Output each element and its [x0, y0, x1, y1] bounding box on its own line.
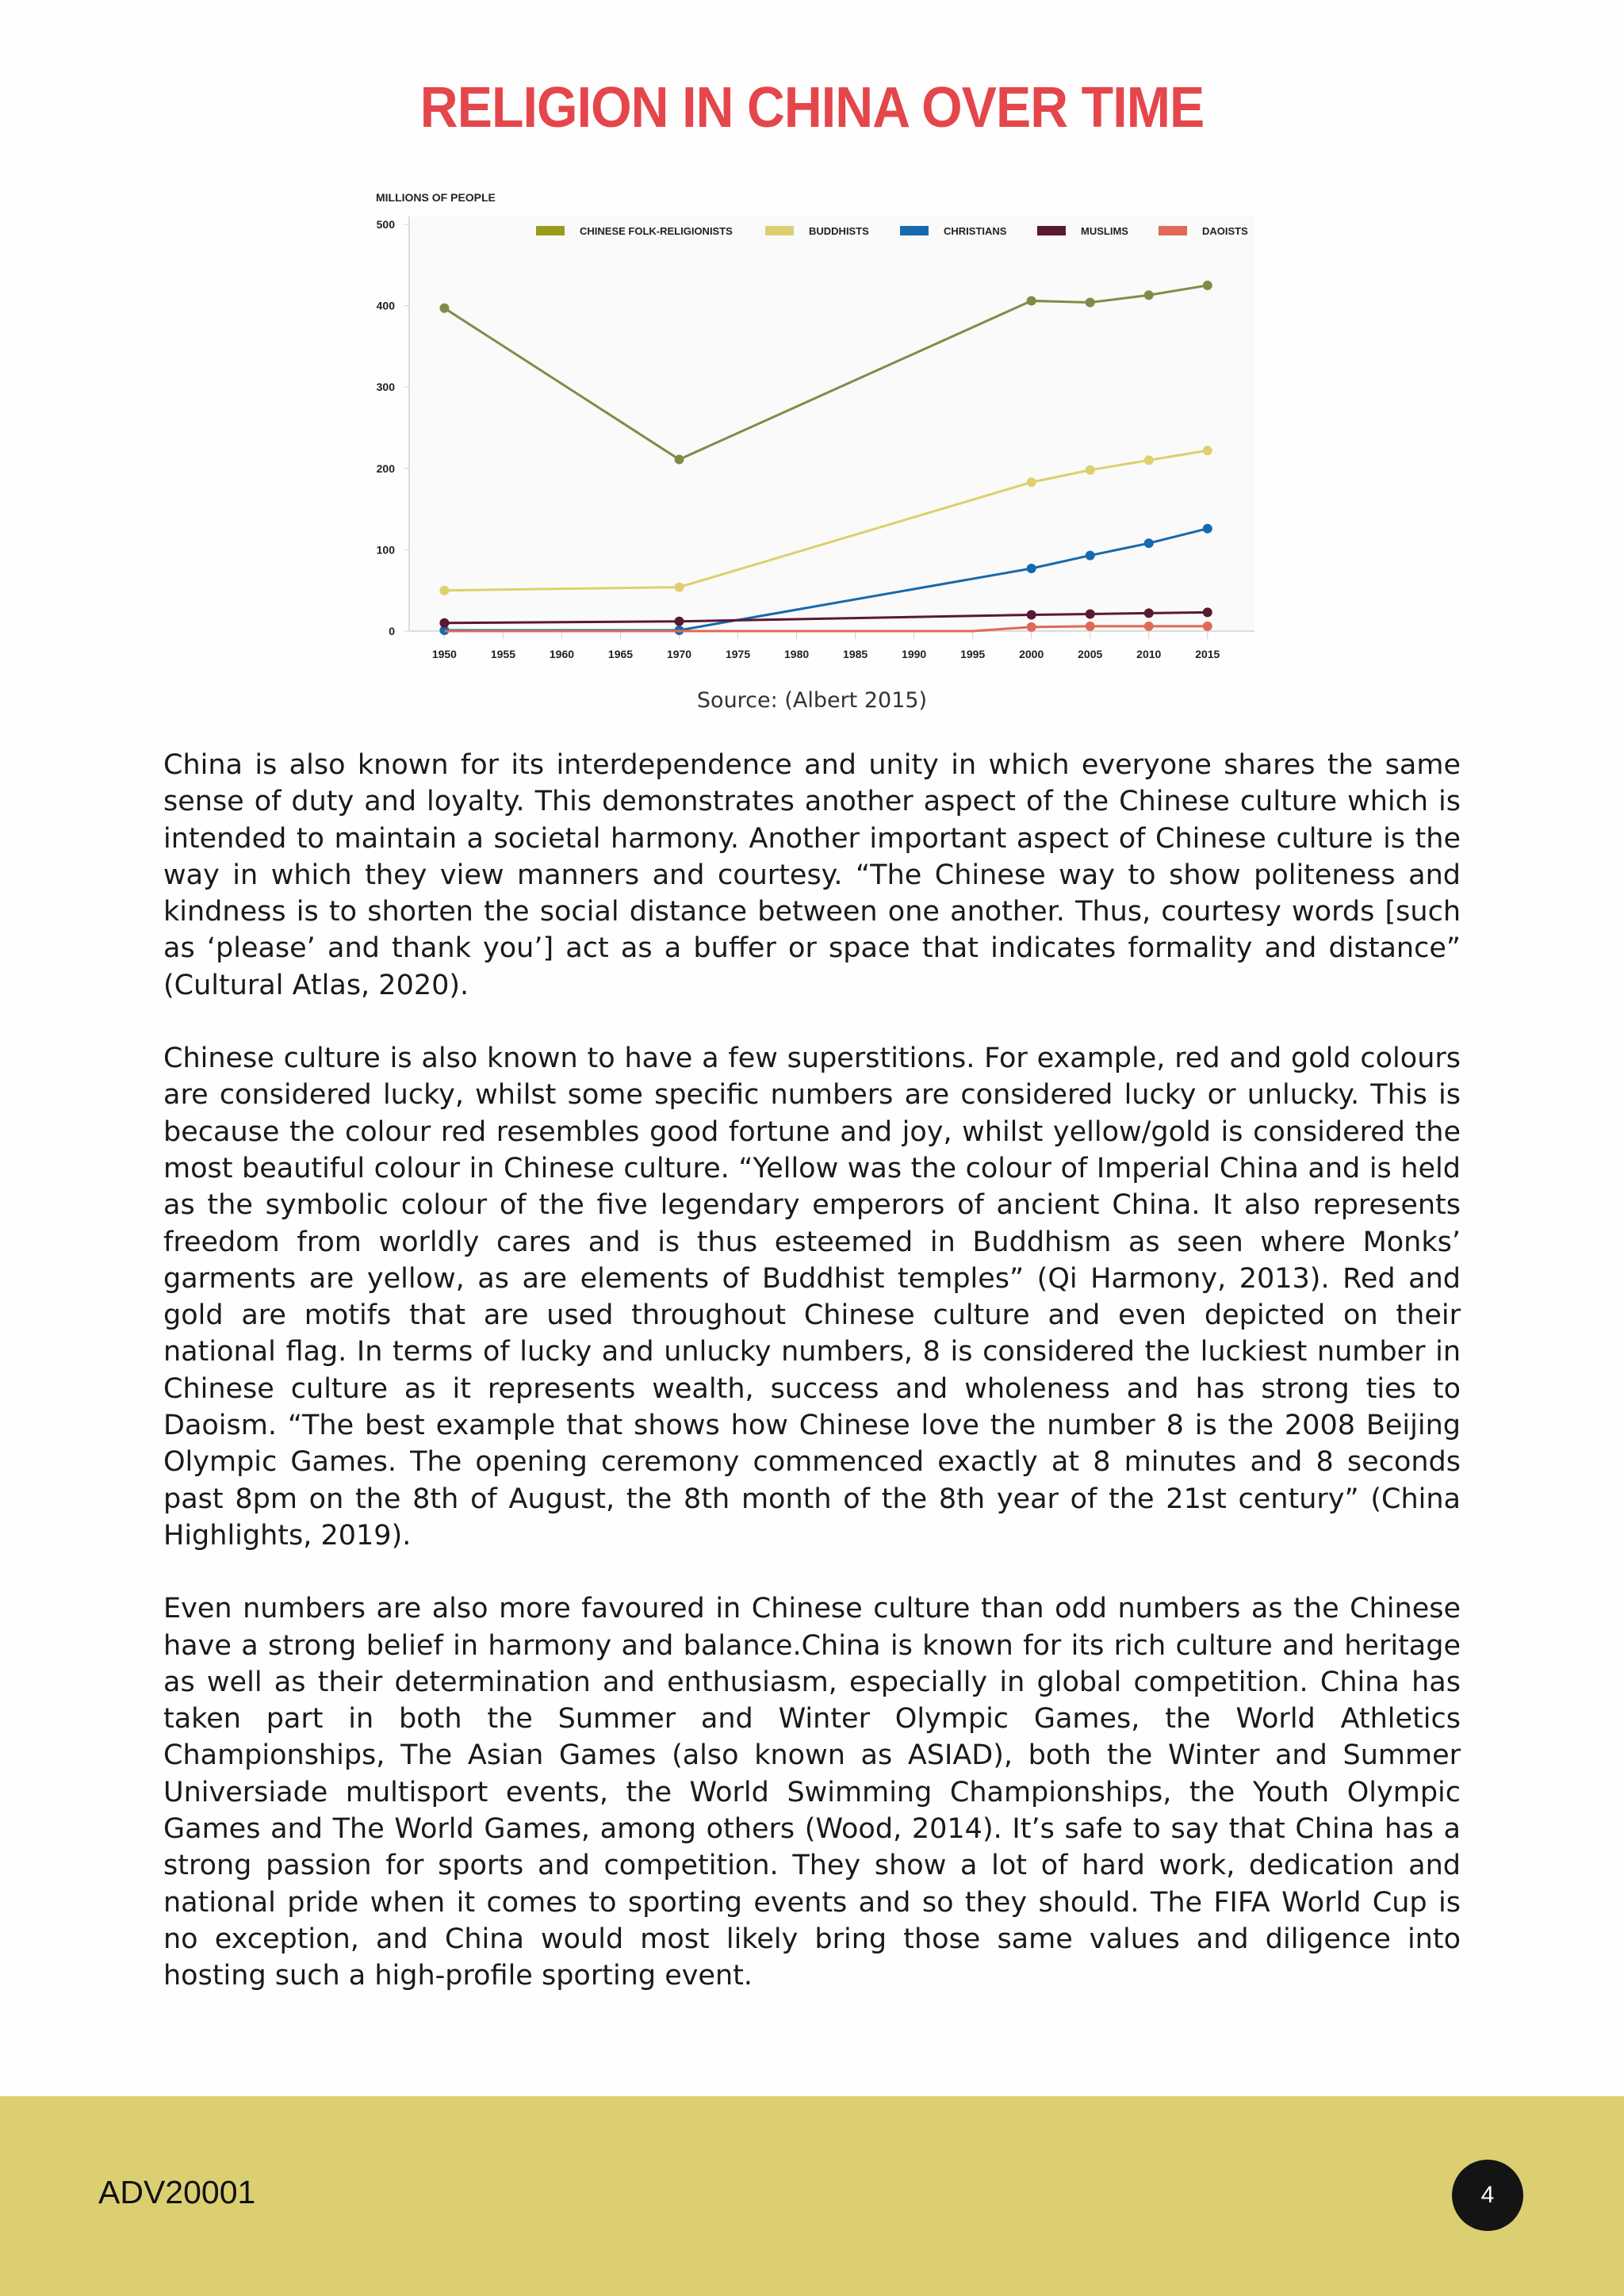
x-tick-label: 2010 [1136, 648, 1162, 660]
legend-label: DAOISTS [1202, 225, 1248, 237]
x-tick-label: 1985 [843, 648, 868, 660]
paragraph-sports: Even numbers are also more favoured in Chinese culture than odd numbers as the Chinese have a strong belief in harmony and balance.China is known for its rich culture and heritage as well as their determination and enthusiasm, especially in global competition. China has taken part in both the Summer and Winter Olympic Games, the World Athletics Championships, The Asian Games (also known as ASIAD), both the Winter and Summer Universiade multisport events, the World Swimming Championships, the Youth Olympic Games and The World Games, among others (Wood, 2014). It’s safe to say that China has a strong passion for sports and competition. They show a lot of hard work, dedication and national pride when it comes to sporting events and so they should. The FIFA World Cup is no exception, and China would most likely bring those same values and diligence into hosting such a high-profile sporting event. [163, 1593, 1461, 1992]
data-point [1144, 290, 1154, 300]
paragraph-superstitions: Chinese culture is also known to have a few superstitions. For example, red and gold colours are considered lucky, whilst some specific numbers are considered lucky or unlucky. This is because the colour red resembles good fortune and joy, whilst yellow/gold is considered the most beautiful colour in Chinese culture. “Yellow was the colour of Imperial China and is held as the symbolic colour of the five legendary emperors of ancient China. It also represents freedom from worldly cares and is thus esteemed in Buddhism as seen where Monks’ garments are yellow, as are elements of Buddhist temples” (Qi Harmony, 2013). Red and gold are motifs that are used throughout Chinese culture and even depicted on their national flag. In terms of lucky and unlucky numbers, 8 is considered the luckiest number in Chinese culture as it represents wealth, success and wholeness and has strong ties to Daoism. “The best example that shows how Chinese love the number 8 is the 2008 Beijing Olympic Games. The opening ceremony commenced exactly at 8 minutes and 8 seconds past 8pm on the 8th of August, the 8th month of the 8th year of the 21st century” (China Highlights, 2019). [163, 1043, 1461, 1552]
data-point [1203, 524, 1212, 534]
legend-label: CHINESE FOLK-RELIGIONISTS [580, 225, 733, 237]
data-point [439, 304, 449, 313]
footer-band [0, 2096, 1624, 2296]
data-point [1203, 607, 1212, 617]
x-tick-label: 2005 [1078, 648, 1103, 660]
y-tick-label: 100 [376, 543, 395, 557]
x-tick-label: 2000 [1019, 648, 1044, 660]
data-point [1027, 296, 1036, 305]
data-point [675, 583, 684, 592]
x-tick-label: 2015 [1195, 648, 1220, 660]
x-tick-label: 1970 [666, 648, 692, 660]
y-axis-label: MILLIONS OF PEOPLE [376, 191, 496, 204]
data-point [1144, 608, 1154, 618]
legend-label: BUDDHISTS [809, 225, 869, 237]
x-tick-label: 1980 [784, 648, 810, 660]
page-number-badge: 4 [1452, 2160, 1523, 2231]
data-point [1086, 551, 1095, 561]
data-point [1086, 465, 1095, 475]
data-point [1027, 564, 1036, 573]
data-point [1203, 622, 1212, 631]
x-tick-label: 1950 [431, 648, 457, 660]
legend-label: CHRISTIANS [944, 225, 1007, 237]
data-point [1086, 609, 1095, 618]
x-tick-label: 1965 [607, 648, 634, 660]
y-tick-label: 200 [376, 461, 395, 475]
x-tick-label: 1990 [902, 648, 927, 660]
data-point [439, 586, 449, 595]
data-point [1203, 446, 1212, 455]
religion-line-chart [365, 182, 1261, 682]
legend-swatch [536, 226, 565, 235]
y-tick-label: 500 [376, 218, 395, 231]
course-code: ADV20001 [98, 2174, 256, 2210]
data-point [675, 455, 684, 465]
y-tick-label: 400 [376, 299, 395, 312]
page-title: RELIGION IN CHINA OVER TIME [419, 76, 1205, 140]
data-point [1144, 456, 1154, 465]
y-tick-label: 0 [389, 625, 395, 637]
legend-swatch [900, 226, 929, 235]
x-tick-label: 1955 [490, 648, 516, 660]
x-tick-label: 1960 [549, 648, 575, 660]
legend-swatch [1159, 226, 1187, 235]
legend-label: MUSLIMS [1081, 225, 1128, 237]
body-text [163, 747, 1461, 2031]
paragraph-interdependence: China is also known for its interdependence and unity in which everyone shares the same sense of duty and loyalty. This demonstrates another aspect of the Chinese culture which is intended to maintain a societal harmony. Another important aspect of Chinese culture is the way in which they view manners and courtesy. “The Chinese way to show politeness and kindness is to shorten the social distance between one another. Thus, courtesy words [such as ‘please’ and thank you’] act as a buffer or space that indicates formality and distance” (Cultural Atlas, 2020). [163, 749, 1461, 1001]
chart-source-caption: Source: (Albert 2015) [696, 688, 928, 713]
data-point [439, 618, 449, 628]
data-point [1027, 622, 1036, 632]
data-point [1027, 477, 1036, 487]
legend-swatch [765, 226, 794, 235]
data-point [1144, 622, 1154, 631]
plot-background [409, 216, 1254, 631]
data-point [1027, 610, 1036, 619]
x-tick-label: 1995 [960, 648, 986, 660]
data-point [1086, 622, 1095, 631]
data-point [1203, 281, 1212, 290]
x-tick-label: 1975 [725, 648, 751, 660]
legend-swatch [1037, 226, 1066, 235]
data-point [1086, 297, 1095, 307]
y-tick-label: 300 [376, 381, 395, 394]
data-point [1144, 538, 1154, 548]
data-point [675, 617, 684, 626]
